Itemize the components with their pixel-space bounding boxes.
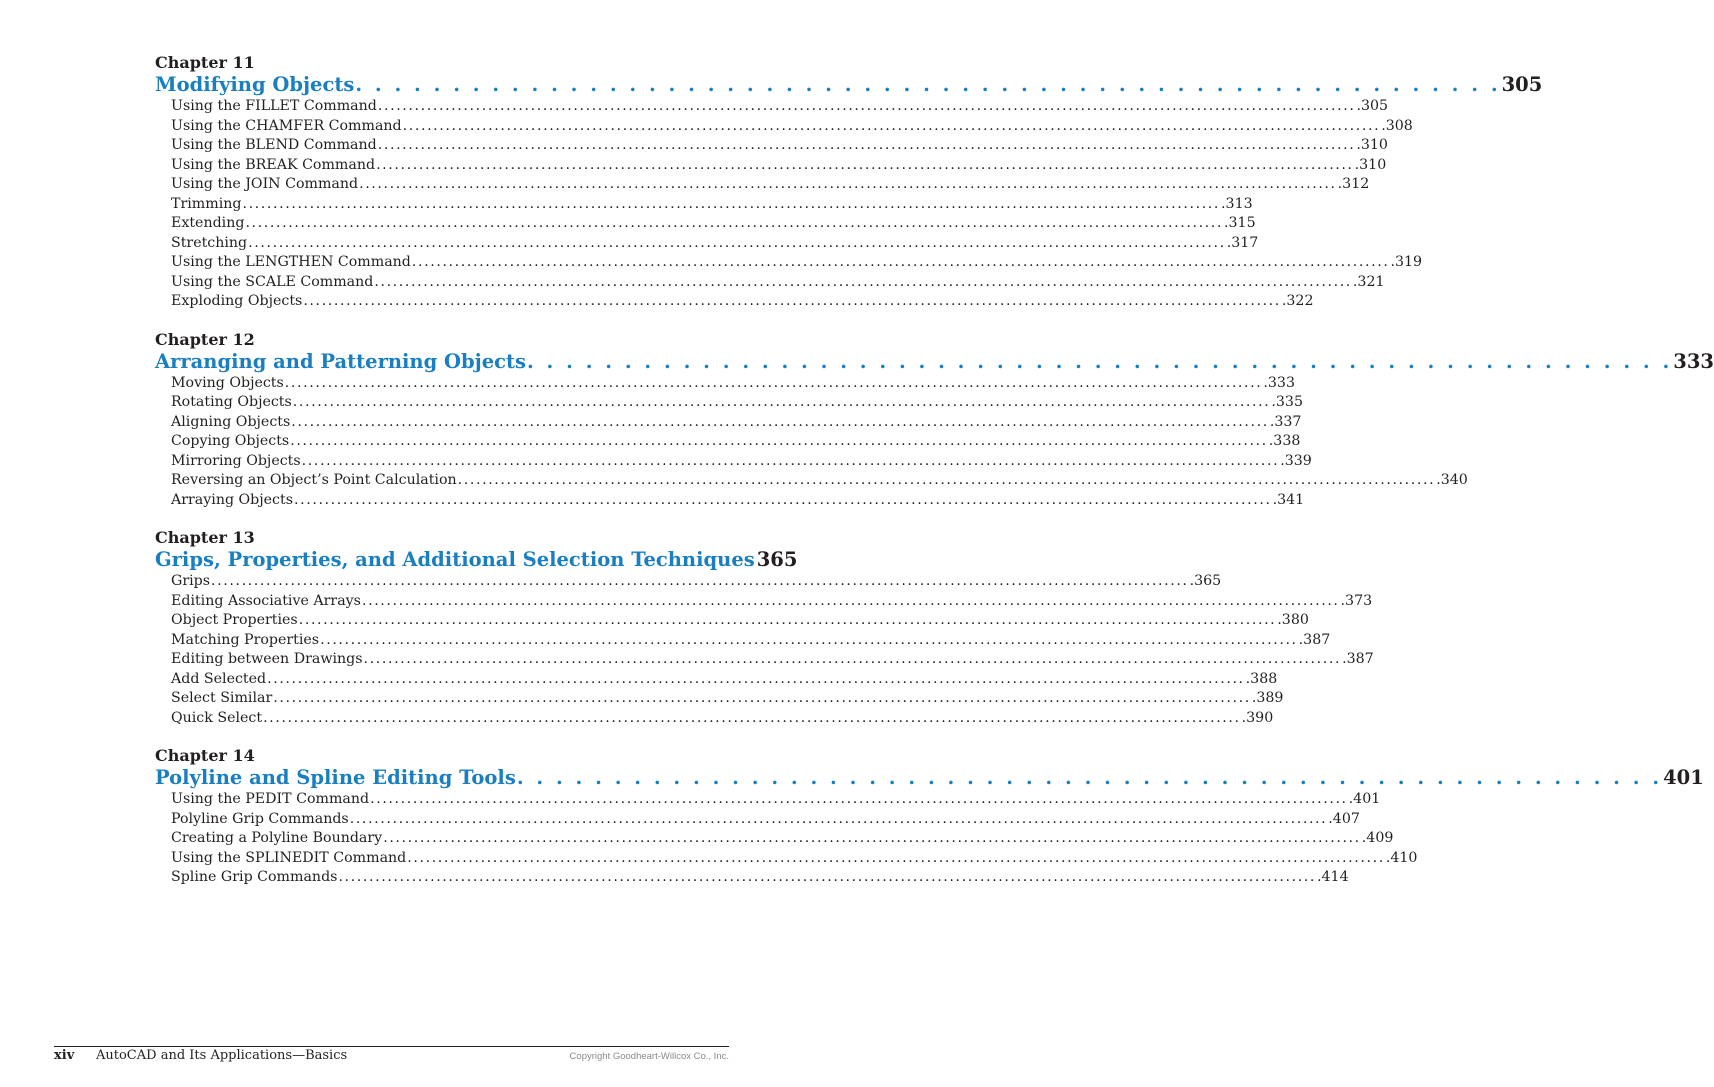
entry-page: .387 (1342, 651, 1374, 667)
entry-title: Add Selected (171, 670, 267, 687)
toc-entry[interactable] (171, 592, 1373, 612)
toc-entry[interactable] (171, 393, 1303, 413)
toc-entry[interactable] (171, 273, 1385, 293)
entry-page: .339 (1280, 452, 1312, 469)
chapter-12 (155, 329, 1714, 511)
entry-title: Grips (171, 573, 211, 589)
entry-page: .310 (1354, 156, 1387, 173)
leader-dots (245, 214, 1223, 234)
leader-dots (303, 292, 1281, 312)
entry-page: .337 (1269, 413, 1302, 430)
entry-page: .313 (1221, 195, 1253, 212)
toc-entry[interactable] (171, 709, 1274, 729)
entry-title: Arraying Objects (171, 491, 293, 508)
toc-entry[interactable] (171, 234, 1259, 254)
entry-page: .319 (1390, 254, 1423, 270)
entry-title: Stretching (171, 234, 248, 251)
entry-title: Using the SCALE Command (171, 273, 374, 290)
chapter-label: Chapter 12 (155, 329, 255, 349)
leader-dots (376, 156, 1354, 176)
page-number: xiv (54, 1048, 75, 1063)
chapter-title[interactable] (155, 349, 1714, 374)
entry-page: .341 (1272, 491, 1305, 508)
chapter-title[interactable] (155, 765, 1704, 790)
leader-dots (263, 709, 1241, 729)
leader-dots (362, 592, 1340, 612)
entry-title: Trimming (171, 195, 242, 212)
entry-page: .312 (1337, 176, 1370, 192)
leader-dots (355, 72, 1500, 97)
toc-entry[interactable] (171, 849, 1418, 869)
entry-page: .390 (1241, 709, 1274, 726)
entry-title: Spline Grip Commands (171, 869, 338, 885)
entry-title: Reversing an Object’s Point Calculation (171, 472, 457, 488)
entry-title: Using the FILLET Command (171, 98, 377, 114)
entry-page: .308 (1381, 117, 1413, 134)
entry-title: Object Properties (171, 612, 298, 628)
entry-page: .322 (1281, 293, 1314, 309)
leader-dots (370, 790, 1348, 810)
leader-dots (248, 234, 1226, 254)
chapter-title-text: Polyline and Spline Editing Tools (155, 766, 516, 789)
leader-dots (359, 175, 1337, 195)
book-title: AutoCAD and Its Applications—Basics (96, 1048, 348, 1063)
entry-title: Editing Associative Arrays (171, 592, 361, 609)
leader-dots (293, 393, 1271, 413)
entry-page: .380 (1277, 612, 1309, 628)
toc-entry[interactable] (171, 156, 1387, 176)
entry-title: Matching Properties (171, 631, 320, 648)
toc-entry[interactable] (171, 790, 1381, 810)
toc-entry[interactable] (171, 292, 1314, 312)
entry-title: Using the PEDIT Command (171, 791, 370, 807)
leader-dots (374, 273, 1352, 293)
leader-dots (211, 572, 1189, 592)
chapter-11 (155, 52, 1543, 312)
entry-title: Using the JOIN Command (171, 176, 359, 192)
toc-entry[interactable] (171, 253, 1423, 273)
toc-entry[interactable] (171, 650, 1374, 670)
toc-entry[interactable] (171, 175, 1370, 195)
entry-title: Polyline Grip Commands (171, 810, 349, 827)
toc-entry[interactable] (171, 670, 1278, 690)
entry-page: .365 (1189, 573, 1222, 589)
leader-dots (291, 413, 1269, 433)
entry-title: Extending (171, 215, 245, 231)
toc-entry[interactable] (171, 432, 1301, 452)
entry-page: .321 (1352, 273, 1385, 290)
leader-dots (242, 195, 1220, 215)
chapter-14 (155, 745, 1704, 888)
entry-title: Using the BLEND Command (171, 137, 377, 153)
leader-dots (299, 611, 1277, 631)
entry-page: .333 (1263, 374, 1295, 391)
entry-title: Aligning Objects (171, 413, 291, 430)
entry-title: Mirroring Objects (171, 452, 301, 469)
leader-dots (403, 117, 1381, 137)
leader-dots (302, 452, 1280, 472)
toc-entry[interactable] (171, 572, 1222, 592)
entry-title: Exploding Objects (171, 293, 303, 309)
entry-page: .310 (1356, 137, 1388, 153)
toc-entry[interactable] (171, 868, 1349, 888)
toc-entry[interactable] (171, 374, 1295, 394)
entry-title: Copying Objects (171, 433, 290, 449)
chapter-title-text: Grips, Properties, and Additional Selection Techniques (155, 548, 755, 571)
entry-title: Rotating Objects (171, 394, 292, 410)
entry-page: .410 (1385, 849, 1418, 866)
chapter-title-text: Modifying Objects (155, 73, 355, 96)
leader-dots (320, 631, 1298, 651)
entry-page: .409 (1361, 830, 1394, 846)
entry-title: Select Similar (171, 690, 273, 706)
entry-title: Moving Objects (171, 374, 284, 391)
toc-entry[interactable] (171, 117, 1413, 137)
toc-entry[interactable] (171, 829, 1394, 849)
leader-dots (273, 689, 1251, 709)
leader-dots (290, 432, 1268, 452)
entry-title: Creating a Polyline Boundary (171, 830, 383, 846)
leader-dots (378, 97, 1356, 117)
entry-page: .340 (1436, 472, 1468, 488)
entry-title: Using the CHAMFER Command (171, 117, 402, 134)
leader-dots (458, 471, 1436, 491)
leader-dots (407, 849, 1385, 869)
table-of-contents (155, 52, 1714, 905)
chapter-label: Chapter 14 (155, 746, 255, 765)
leader-dots (364, 650, 1342, 670)
toc-entry[interactable] (171, 471, 1468, 491)
entry-title: Using the BREAK Command (171, 156, 376, 173)
entry-page: .317 (1226, 234, 1259, 251)
toc-entry[interactable] (171, 452, 1312, 472)
entry-page: .315 (1224, 215, 1256, 231)
chapter-page: 365 (756, 548, 798, 571)
entry-page: .373 (1340, 592, 1373, 609)
entry-title: Quick Select (171, 709, 263, 726)
entry-title: Editing between Drawings (171, 651, 363, 667)
chapter-page: 401 (1663, 766, 1704, 789)
leader-dots (267, 670, 1245, 690)
leader-dots (350, 810, 1328, 830)
toc-entry[interactable] (171, 611, 1309, 631)
entry-page: .407 (1328, 810, 1360, 827)
toc-entry[interactable] (171, 136, 1388, 156)
chapter-title[interactable] (155, 72, 1543, 97)
toc-entry[interactable] (171, 195, 1253, 215)
entry-page: .388 (1245, 670, 1278, 687)
entry-page: .401 (1348, 791, 1381, 807)
entry-page: .387 (1298, 631, 1331, 648)
toc-entry[interactable] (171, 491, 1305, 511)
leader-dots (527, 349, 1672, 374)
leader-dots (517, 765, 1662, 790)
entry-title: Using the SPLINEDIT Command (171, 849, 407, 866)
leader-dots (412, 253, 1390, 273)
leader-dots (285, 374, 1263, 394)
entry-page: .305 (1356, 98, 1389, 114)
toc-entry[interactable] (171, 97, 1389, 117)
toc-entry[interactable] (171, 810, 1360, 830)
chapter-page: 305 (1501, 73, 1543, 96)
entry-page: .414 (1317, 869, 1349, 885)
leader-dots (294, 491, 1272, 511)
toc-entry[interactable] (171, 413, 1302, 433)
chapter-title-text: Arranging and Patterning Objects (155, 349, 526, 373)
chapter-page: 333 (1673, 349, 1714, 373)
leader-dots (338, 868, 1316, 888)
entry-page: .338 (1268, 433, 1301, 449)
leader-dots (383, 829, 1361, 849)
page-footer (54, 1046, 729, 1063)
copyright-notice: Copyright Goodheart-Willcox Co., Inc. (569, 1051, 729, 1062)
chapter-label: Chapter 11 (155, 53, 255, 72)
leader-dots (378, 136, 1356, 156)
chapter-13 (155, 527, 1374, 728)
toc-entry[interactable] (171, 214, 1256, 234)
entry-page: .335 (1271, 394, 1303, 410)
toc-entry[interactable] (171, 689, 1284, 709)
toc-entry[interactable] (171, 631, 1331, 651)
entry-page: .389 (1251, 690, 1284, 706)
chapter-title[interactable] (155, 547, 798, 572)
chapter-label: Chapter 13 (155, 528, 255, 547)
entry-title: Using the LENGTHEN Command (171, 254, 411, 270)
